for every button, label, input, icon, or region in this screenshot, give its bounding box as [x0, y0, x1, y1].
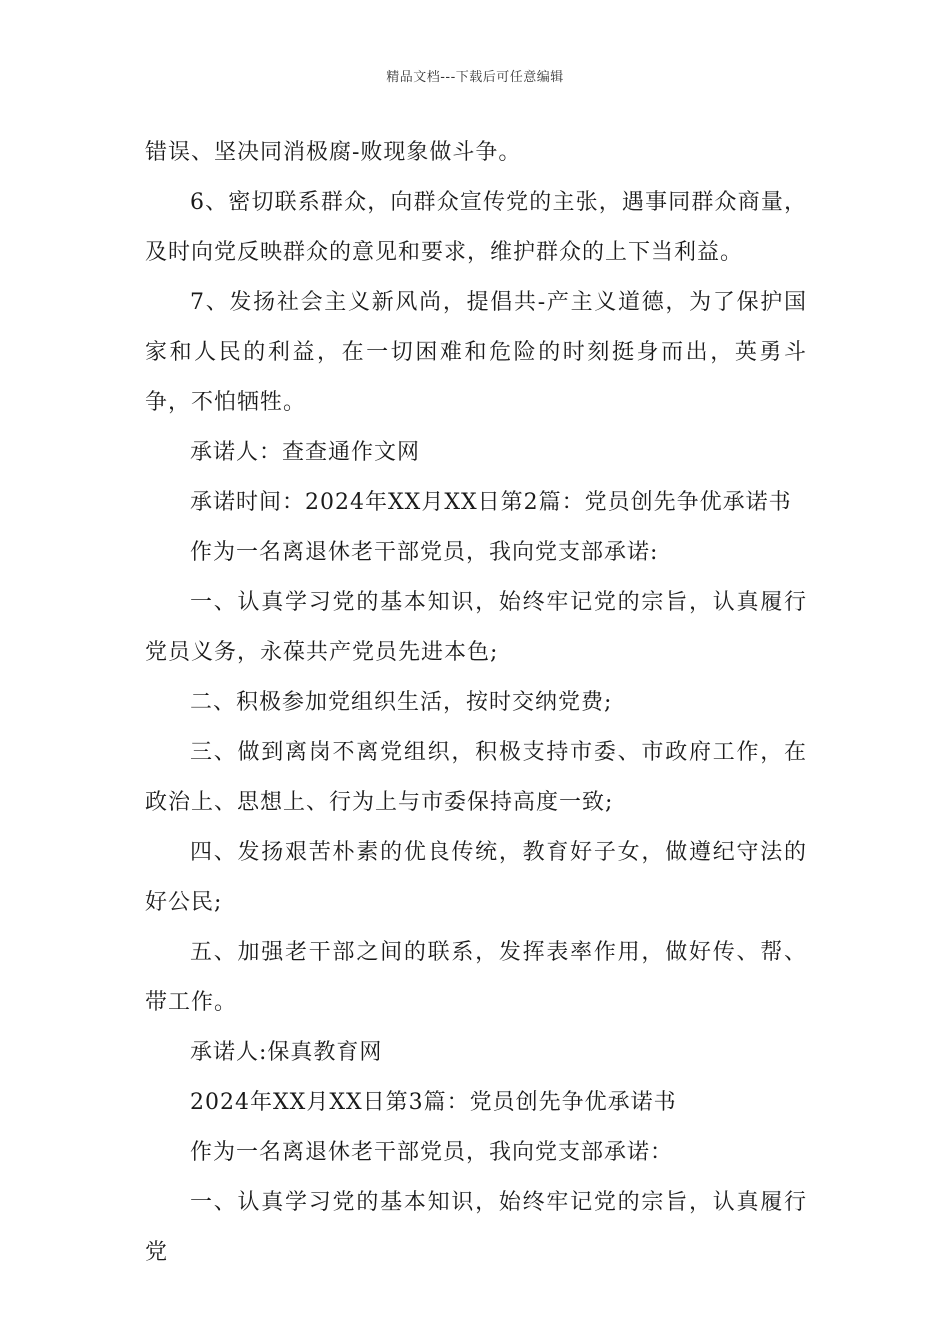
pledge-item-1: 一、认真学习党的基本知识，始终牢记党的宗旨，认真履行党员义务，永葆共产党员先进本色; [145, 590, 807, 665]
document-body [145, 128, 807, 1278]
pledge-item-2: 二、积极参加党组织生活，按时交纳党费; [190, 690, 613, 715]
paragraph-item-6: 6、密切联系群众，向群众宣传党的主张，遇事同群众商量，及时向党反映群众的意见和要求，维护群众的上下当利益。 [145, 190, 807, 265]
page-header: 精品文档---下载后可任意编辑 [386, 70, 564, 85]
signatory-line: 承诺人：查查通作文网 [190, 440, 421, 465]
signatory-line: 承诺人:保真教育网 [190, 1040, 383, 1065]
pledge-item-5: 五、加强老干部之间的联系，发挥表率作用，做好传、帮、带工作。 [145, 940, 807, 1015]
pledge-item-4: 四、发扬艰苦朴素的优良传统，教育好子女，做遵纪守法的好公民; [145, 840, 807, 915]
date-and-article-title: 承诺时间：2024年XX月XX日第2篇：党员创先争优承诺书 [190, 490, 792, 515]
pledge-item-3: 三、做到离岗不离党组织，积极支持市委、市政府工作，在政治上、思想上、行为上与市委保持高度一致; [145, 740, 807, 815]
date-and-article-title: 2024年XX月XX日第3篇：党员创先争优承诺书 [190, 1090, 677, 1115]
pledge-intro: 作为一名离退休老干部党员，我向党支部承诺： [190, 1140, 674, 1165]
pledge-item-1: 一、认真学习党的基本知识，始终牢记党的宗旨，认真履行党 [145, 1190, 807, 1265]
paragraph-item-7: 7、发扬社会主义新风尚，提倡共-产主义道德，为了保护国家和人民的利益，在一切困难和危险的时刻挺身而出，英勇斗争，不怕牺牲。 [145, 290, 807, 415]
pledge-intro: 作为一名离退休老干部党员，我向党支部承诺: [190, 540, 659, 565]
paragraph-continuation: 错误、坚决同消极腐-败现象做斗争。 [145, 140, 522, 165]
